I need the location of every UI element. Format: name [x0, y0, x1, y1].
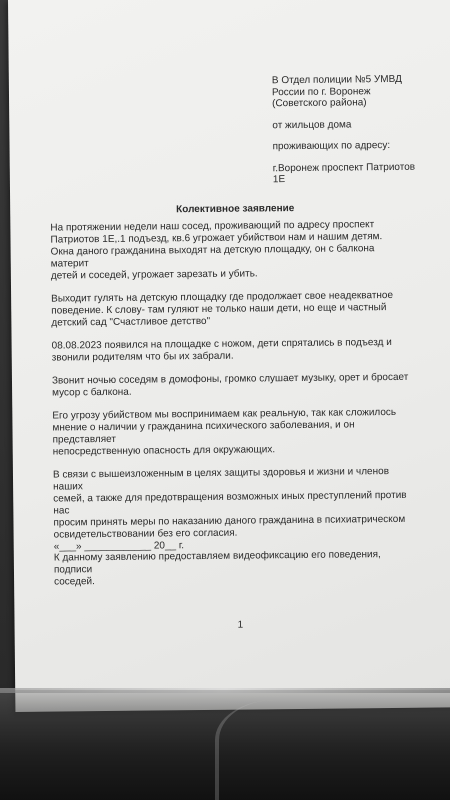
addressee-line-2: России по г. Воронеж	[271, 85, 371, 98]
paragraph: 08.08.2023 появился на площадке с ножом, дети спрятались в подъезд и звонили родителям что бы их забрали.	[51, 337, 392, 364]
glass-reflection	[215, 700, 339, 800]
paragraph: Звонит ночью соседям в домофоны, громко слушает музыку, орет и бросает мусор с балкона.	[51, 371, 409, 399]
address-line-2: 1Е	[272, 174, 286, 186]
residing-line: проживающих по адресу:	[272, 140, 391, 153]
paragraph: Его угрозу убийством мы воспринимаем как реальную, так как сложилось мнение о наличии у гражданина психического заболевания, и он представляет непосредственную опасность для окружающих.	[52, 406, 397, 458]
paragraph: К данному заявлению предоставляем видеофиксацию его поведения, подписи соседей.	[53, 549, 381, 588]
paragraph: На протяжении недели наш сосед, проживающий по адресу проспект Патриотов 1Е,.1 подъезд, кв.6 угрожает убийствои нам и нашим детям. Окна даного гражданина выходят на детскую площадку, он с балкона материт детей и соседей, угрожает зарезать и убить.	[50, 219, 383, 282]
date-signature-line: «___» ____________ 20__ г.	[53, 540, 185, 553]
addressee-line-1: В Отдел полиции №5 УМВД	[271, 73, 402, 87]
addressee-block	[272, 73, 450, 185]
from-line: от жильцов дома	[272, 118, 352, 131]
address-line-1: г.Воронеж проспект Патриотов	[272, 161, 416, 174]
addressee-line-3: (Советского района)	[272, 97, 367, 110]
paragraph: В связи с вышеизложенным в целях защиты здоровья и жизни и членов наших семей, а также для предотвращения возможных иных преступлений против нас просим принять меры по наказанию даного гражданина в психиатрическом освидетельствовании без его согласия.	[52, 466, 407, 541]
paragraph: Выходит гулять на детскую площадку где продолжает свое неадекватное поведение. К слову- там гуляют не только наши дети, но еще и частный детский сад "Счастливое детство"	[51, 289, 394, 329]
document-title: Колективное заявление	[176, 203, 295, 216]
page-number: 1	[237, 619, 244, 631]
document-page	[8, 0, 450, 712]
